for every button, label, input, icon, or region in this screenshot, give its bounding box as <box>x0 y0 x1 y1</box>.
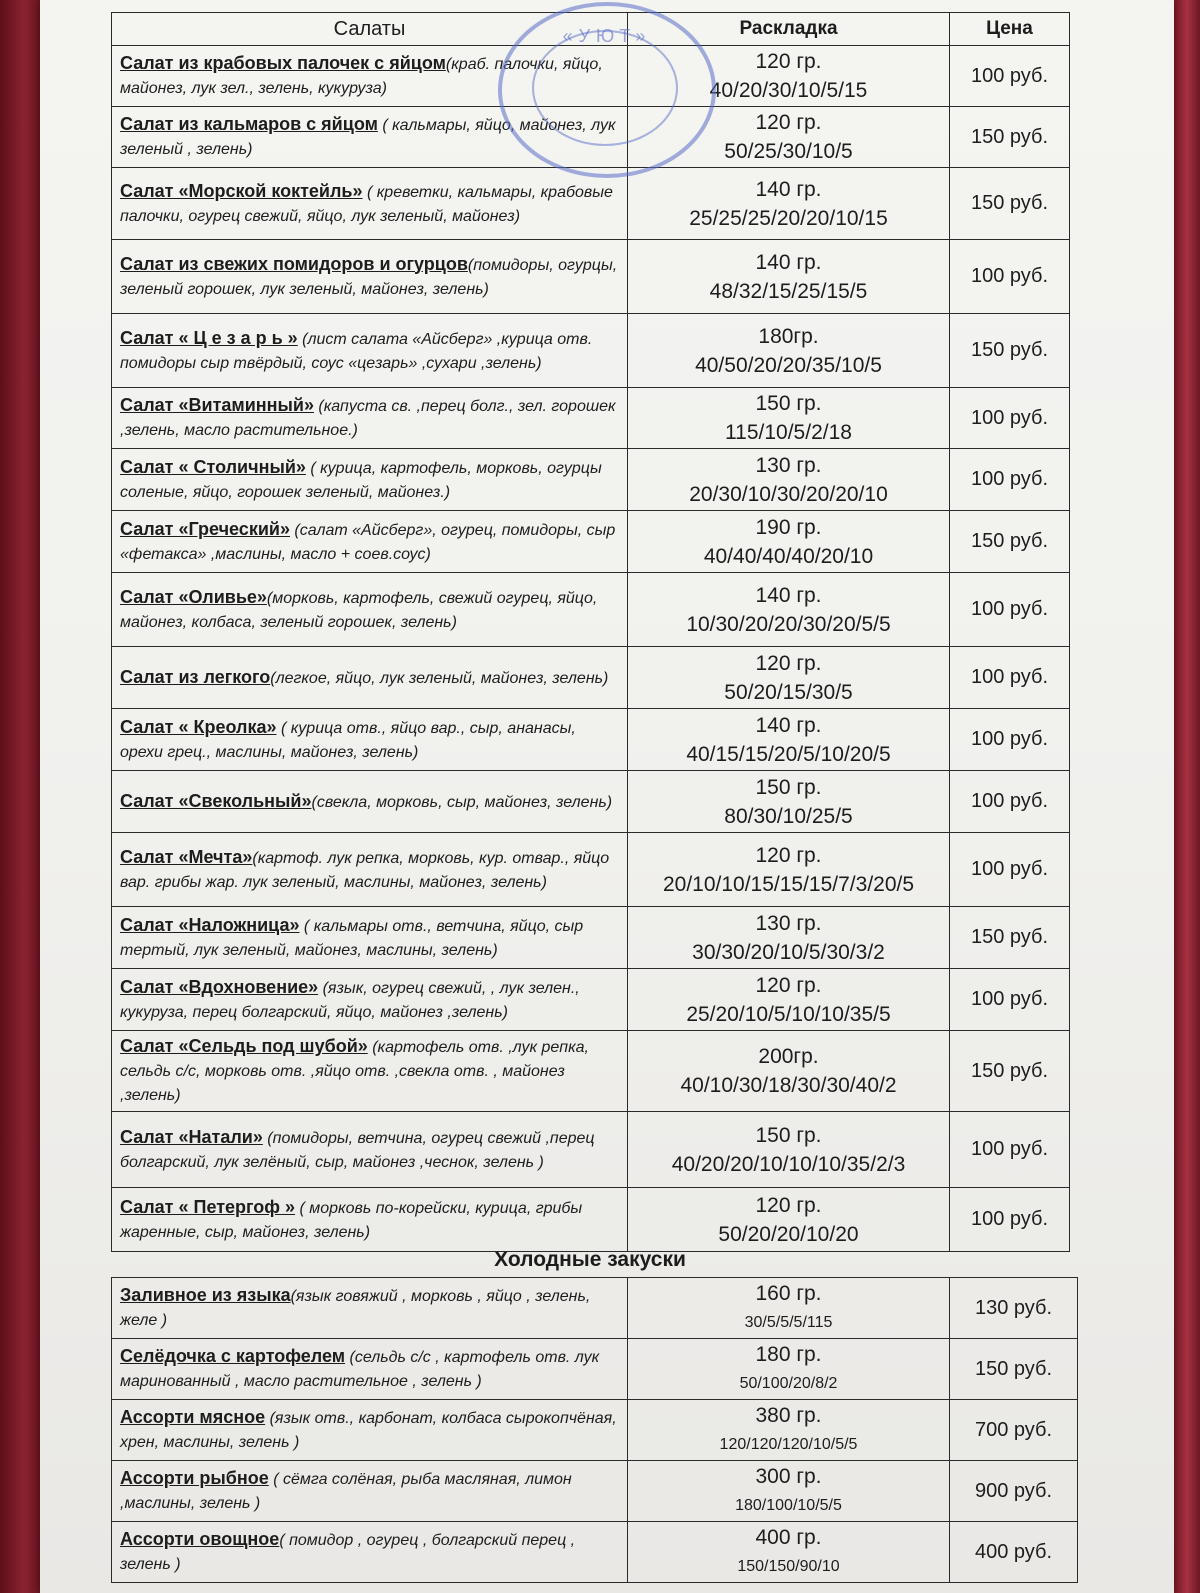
dish-name: Салат «Наложница» <box>120 914 300 935</box>
dish-layout: 180/100/10/5/5 <box>735 1497 842 1514</box>
dish-description-cell <box>112 1112 628 1188</box>
dish-weight: 190 гр. <box>755 515 822 539</box>
dish-layout: 30/30/20/10/5/30/3/2 <box>692 940 885 964</box>
dish-ingredients: ( морковь по-корейски, курица, грибы жаренные, сыр, майонез, зелень) <box>120 1199 583 1241</box>
dish-ingredients: ( креветки, кальмары, крабовые палочки, огурец свежий, яйцо, лук зеленый, майонез) <box>120 183 613 225</box>
dish-price: 150 руб. <box>950 107 1070 168</box>
dish-ingredients: (краб. палочки, яйцо, майонез, лук зел., зелень, кукуруза) <box>120 56 603 97</box>
menu-row <box>112 240 1070 314</box>
dish-price: 900 руб. <box>950 1461 1078 1522</box>
dish-ingredients: (капуста св. ,перец болг., зел. горошек ,зелень, масло растительное.) <box>120 398 616 439</box>
menu-row <box>112 1461 1078 1522</box>
dish-weight: 120 гр. <box>755 111 822 134</box>
dish-layout: 25/25/25/20/20/10/15 <box>689 206 888 230</box>
dish-description-cell <box>112 1278 628 1339</box>
dish-name: Салат «Морской коктейль» <box>120 180 363 201</box>
dish-ingredients: ( курица, картофель, морковь, огурцы соленые, яйцо, горошек зеленый, майонез.) <box>120 459 602 501</box>
dish-description-cell <box>112 1339 628 1400</box>
dish-price: 700 руб. <box>950 1400 1078 1461</box>
dish-portion-cell <box>628 907 950 969</box>
dish-name: Салат из легкого <box>120 666 271 687</box>
salads-column-layout: Раскладка <box>628 13 950 46</box>
menu-folder-left-edge <box>0 0 40 1593</box>
menu-row <box>112 168 1070 240</box>
stamp-text: «УЮТ» <box>562 26 652 46</box>
dish-description-cell <box>112 449 628 511</box>
salads-column-name: Салаты <box>112 13 628 46</box>
dish-description-cell <box>112 1522 628 1583</box>
dish-description-cell <box>112 771 628 833</box>
dish-weight: 120 гр. <box>755 843 822 867</box>
dish-layout: 25/20/10/5/10/10/35/5 <box>686 1002 891 1026</box>
dish-layout: 50/25/30/10/5 <box>724 140 853 163</box>
dish-layout: 150/150/90/10 <box>737 1558 840 1575</box>
dish-weight: 150 гр. <box>755 775 822 799</box>
dish-price: 100 руб. <box>950 1112 1070 1188</box>
menu-row <box>112 709 1070 771</box>
dish-price: 100 руб. <box>950 240 1070 314</box>
dish-portion-cell <box>628 1188 950 1252</box>
dish-layout: 40/15/15/20/5/10/20/5 <box>686 742 891 766</box>
dish-description-cell <box>112 833 628 907</box>
dish-portion-cell <box>628 1339 950 1400</box>
dish-ingredients: (салат «Айсберг», огурец, помидоры, сыр «фетакса» ,маслины, масло + соев.соус) <box>120 521 616 563</box>
dish-description-cell <box>112 1031 628 1112</box>
dish-portion-cell <box>628 709 950 771</box>
menu-row <box>112 969 1070 1031</box>
dish-description-cell <box>112 46 628 107</box>
dish-ingredients: (помидоры, ветчина, огурец свежий ,перец болгарский, лук зелёный, сыр, майонез ,чеснок, зелень ) <box>120 1129 595 1171</box>
dish-weight: 150 гр. <box>755 1123 822 1147</box>
dish-layout: 80/30/10/25/5 <box>724 804 853 828</box>
dish-description-cell <box>112 314 628 388</box>
menu-row <box>112 314 1070 388</box>
menu-row <box>112 1522 1078 1583</box>
dish-weight: 140 гр. <box>755 583 822 607</box>
dish-portion-cell <box>628 1031 950 1112</box>
dish-weight: 180гр. <box>758 324 819 348</box>
salads-section <box>111 12 1069 1252</box>
dish-description-cell <box>112 107 628 168</box>
dish-name: Ассорти мясное <box>120 1407 266 1427</box>
dish-price: 100 руб. <box>950 969 1070 1031</box>
dish-weight: 400 гр. <box>755 1526 822 1549</box>
dish-weight: 120 гр. <box>755 50 822 73</box>
dish-weight: 200гр. <box>758 1045 819 1068</box>
dish-price: 150 руб. <box>950 314 1070 388</box>
dish-description-cell <box>112 1461 628 1522</box>
dish-ingredients: (язык отв., карбонат, колбаса сырокопчёная, хрен, маслины, зелень ) <box>120 1410 617 1451</box>
dish-ingredients: (картофель отв. ,лук репка, сельдь с/с, морковь отв. ,яйцо отв. ,свекла отв. , майонез ,зелень) <box>120 1039 589 1104</box>
dish-weight: 140 гр. <box>755 177 822 201</box>
dish-name: Ассорти рыбное <box>120 1468 269 1488</box>
dish-name: Салат « Креолка» <box>120 716 277 737</box>
dish-portion-cell <box>628 107 950 168</box>
menu-row <box>112 1031 1070 1112</box>
menu-row <box>112 388 1070 449</box>
menu-row <box>112 1112 1070 1188</box>
dish-layout: 20/30/10/30/20/20/10 <box>689 482 888 506</box>
dish-name: Салат «Вдохновение» <box>120 976 319 997</box>
menu-row <box>112 647 1070 709</box>
dish-name: Салат «Мечта» <box>120 846 253 867</box>
dish-portion-cell <box>628 1112 950 1188</box>
cold-appetizers-section <box>111 1277 1077 1583</box>
dish-name: Заливное из языка <box>120 1285 291 1305</box>
dish-portion-cell <box>628 1461 950 1522</box>
dish-price: 100 руб. <box>950 388 1070 449</box>
dish-ingredients: ( сёмга солёная, рыба масляная, лимон ,маслины, зелень ) <box>120 1471 572 1512</box>
dish-weight: 140 гр. <box>755 250 822 274</box>
dish-name: Салат «Оливье» <box>120 586 267 607</box>
dish-description-cell <box>112 907 628 969</box>
dish-price: 150 руб. <box>950 168 1070 240</box>
dish-name: Салат из крабовых палочек с яйцом <box>120 53 446 73</box>
dish-ingredients: (лист салата «Айсберг» ,курица отв. помидоры сыр твёрдый, соус «цезарь» ,сухари ,зелень) <box>120 330 593 372</box>
dish-ingredients: (язык, огурец свежий, , лук зелен., кукуруза, перец болгарский, яйцо, майонез ,зелень) <box>120 979 580 1021</box>
cold-appetizers-table <box>111 1277 1078 1583</box>
dish-price: 100 руб. <box>950 647 1070 709</box>
dish-ingredients: (легкое, яйцо, лук зеленый, майонез, зелень) <box>270 669 609 687</box>
dish-weight: 180 гр. <box>755 1343 822 1366</box>
dish-layout: 40/20/30/10/5/15 <box>709 79 868 102</box>
dish-description-cell <box>112 1400 628 1461</box>
dish-price: 130 руб. <box>950 1278 1078 1339</box>
dish-weight: 300 гр. <box>755 1465 822 1488</box>
dish-name: Салат из свежих помидоров и огурцов <box>120 253 468 274</box>
dish-layout: 40/50/20/20/35/10/5 <box>695 353 882 377</box>
dish-description-cell <box>112 573 628 647</box>
dish-layout: 50/20/15/30/5 <box>724 680 853 704</box>
dish-weight: 380 гр. <box>755 1404 822 1427</box>
menu-row <box>112 511 1070 573</box>
dish-portion-cell <box>628 168 950 240</box>
dish-portion-cell <box>628 240 950 314</box>
dish-name: Салат «Натали» <box>120 1126 263 1147</box>
salads-column-price: Цена <box>950 13 1070 46</box>
dish-name: Салат « Столичный» <box>120 456 306 477</box>
dish-portion-cell <box>628 511 950 573</box>
dish-price: 150 руб. <box>950 1031 1070 1112</box>
menu-row <box>112 573 1070 647</box>
dish-portion-cell <box>628 573 950 647</box>
dish-price: 100 руб. <box>950 709 1070 771</box>
dish-weight: 130 гр. <box>755 911 822 935</box>
dish-ingredients: (помидоры, огурцы, зеленый горошек, лук зеленый, майонез, зелень) <box>120 256 618 298</box>
dish-name: Салат « Ц е з а р ь » <box>120 327 298 348</box>
menu-row <box>112 46 1070 107</box>
dish-layout: 40/20/20/10/10/10/35/2/3 <box>671 1152 906 1176</box>
dish-portion-cell <box>628 314 950 388</box>
menu-row <box>112 833 1070 907</box>
dish-portion-cell <box>628 771 950 833</box>
dish-name: Салат «Свекольный» <box>120 790 312 811</box>
dish-layout: 120/120/120/10/5/5 <box>719 1436 858 1453</box>
dish-name: Ассорти овощное <box>120 1529 280 1549</box>
dish-name: Салат «Сельдь под шубой» <box>120 1036 368 1056</box>
dish-layout: 40/40/40/40/20/10 <box>703 544 874 568</box>
dish-ingredients: ( помидор , огурец , болгарский перец , зелень ) <box>120 1532 576 1573</box>
dish-price: 400 руб. <box>950 1522 1078 1583</box>
dish-description-cell <box>112 709 628 771</box>
dish-layout: 115/10/5/2/18 <box>725 421 852 444</box>
dish-layout: 40/10/30/18/30/30/40/2 <box>680 1074 897 1097</box>
dish-name: Салат «Витаминный» <box>120 395 314 415</box>
dish-price: 100 руб. <box>950 771 1070 833</box>
dish-weight: 120 гр. <box>755 973 822 997</box>
dish-description-cell <box>112 647 628 709</box>
dish-name: Селёдочка с картофелем <box>120 1346 346 1366</box>
menu-row <box>112 1188 1070 1252</box>
cold-appetizers-heading: Холодные закуски <box>494 1248 686 1271</box>
menu-row <box>112 1339 1078 1400</box>
dish-portion-cell <box>628 969 950 1031</box>
dish-price: 100 руб. <box>950 573 1070 647</box>
menu-folder-right-edge <box>1174 0 1200 1593</box>
dish-description-cell <box>112 388 628 449</box>
dish-ingredients: ( кальмары отв., ветчина, яйцо, сыр тертый, лук зеленый, майонез, маслины, зелень) <box>120 917 584 959</box>
dish-description-cell <box>112 240 628 314</box>
menu-row <box>112 1278 1078 1339</box>
dish-price: 150 руб. <box>950 1339 1078 1400</box>
dish-portion-cell <box>628 1400 950 1461</box>
dish-name: Салат из кальмаров с яйцом <box>120 114 378 134</box>
dish-portion-cell <box>628 46 950 107</box>
dish-layout: 30/5/5/5/115 <box>744 1314 833 1331</box>
menu-row <box>112 771 1070 833</box>
dish-weight: 140 гр. <box>755 713 822 737</box>
dish-ingredients: (свекла, морковь, сыр, майонез, зелень) <box>311 793 613 811</box>
dish-layout: 10/30/20/20/30/20/5/5 <box>686 612 891 636</box>
dish-ingredients: (язык говяжий , морковь , яйцо , зелень, желе ) <box>120 1288 591 1329</box>
dish-description-cell <box>112 168 628 240</box>
dish-description-cell <box>112 511 628 573</box>
dish-price: 100 руб. <box>950 449 1070 511</box>
dish-weight: 160 гр. <box>755 1282 822 1305</box>
dish-price: 100 руб. <box>950 1188 1070 1252</box>
menu-row <box>112 449 1070 511</box>
dish-weight: 120 гр. <box>755 1193 822 1217</box>
dish-ingredients: ( кальмары, яйцо, майонез, лук зеленый , зелень) <box>120 117 616 158</box>
dish-portion-cell <box>628 1278 950 1339</box>
dish-description-cell <box>112 969 628 1031</box>
dish-layout: 20/10/10/15/15/15/7/3/20/5 <box>662 872 915 896</box>
dish-ingredients: (картоф. лук репка, морковь, кур. отвар., яйцо вар. грибы жар. лук зеленый, маслины, майонез, зелень) <box>120 849 610 891</box>
dish-portion-cell <box>628 388 950 449</box>
salads-table <box>111 12 1070 1252</box>
menu-row <box>112 1400 1078 1461</box>
dish-weight: 150 гр. <box>755 392 822 415</box>
dish-weight: 130 гр. <box>755 453 822 477</box>
dish-ingredients: (сельдь с/с , картофель отв. лук маринованный , масло растительное , зелень ) <box>120 1349 600 1390</box>
dish-name: Салат «Греческий» <box>120 518 290 539</box>
dish-portion-cell <box>628 833 950 907</box>
dish-ingredients: ( курица отв., яйцо вар., сыр, ананасы, орехи грец., маслины, майонез, зелень) <box>120 719 576 761</box>
dish-ingredients: (морковь, картофель, свежий огурец, яйцо, майонез, колбаса, зеленый горошек, зелень) <box>120 589 598 631</box>
dish-price: 100 руб. <box>950 46 1070 107</box>
dish-price: 100 руб. <box>950 833 1070 907</box>
dish-portion-cell <box>628 449 950 511</box>
dish-layout: 50/100/20/8/2 <box>739 1375 838 1392</box>
dish-portion-cell <box>628 1522 950 1583</box>
dish-price: 150 руб. <box>950 511 1070 573</box>
dish-description-cell <box>112 1188 628 1252</box>
dish-layout: 50/20/20/10/20 <box>718 1222 859 1246</box>
dish-name: Салат « Петергоф » <box>120 1196 296 1217</box>
dish-weight: 120 гр. <box>755 651 822 675</box>
menu-row <box>112 907 1070 969</box>
dish-price: 150 руб. <box>950 907 1070 969</box>
dish-portion-cell <box>628 647 950 709</box>
dish-layout: 48/32/15/25/15/5 <box>709 279 868 303</box>
menu-row <box>112 107 1070 168</box>
